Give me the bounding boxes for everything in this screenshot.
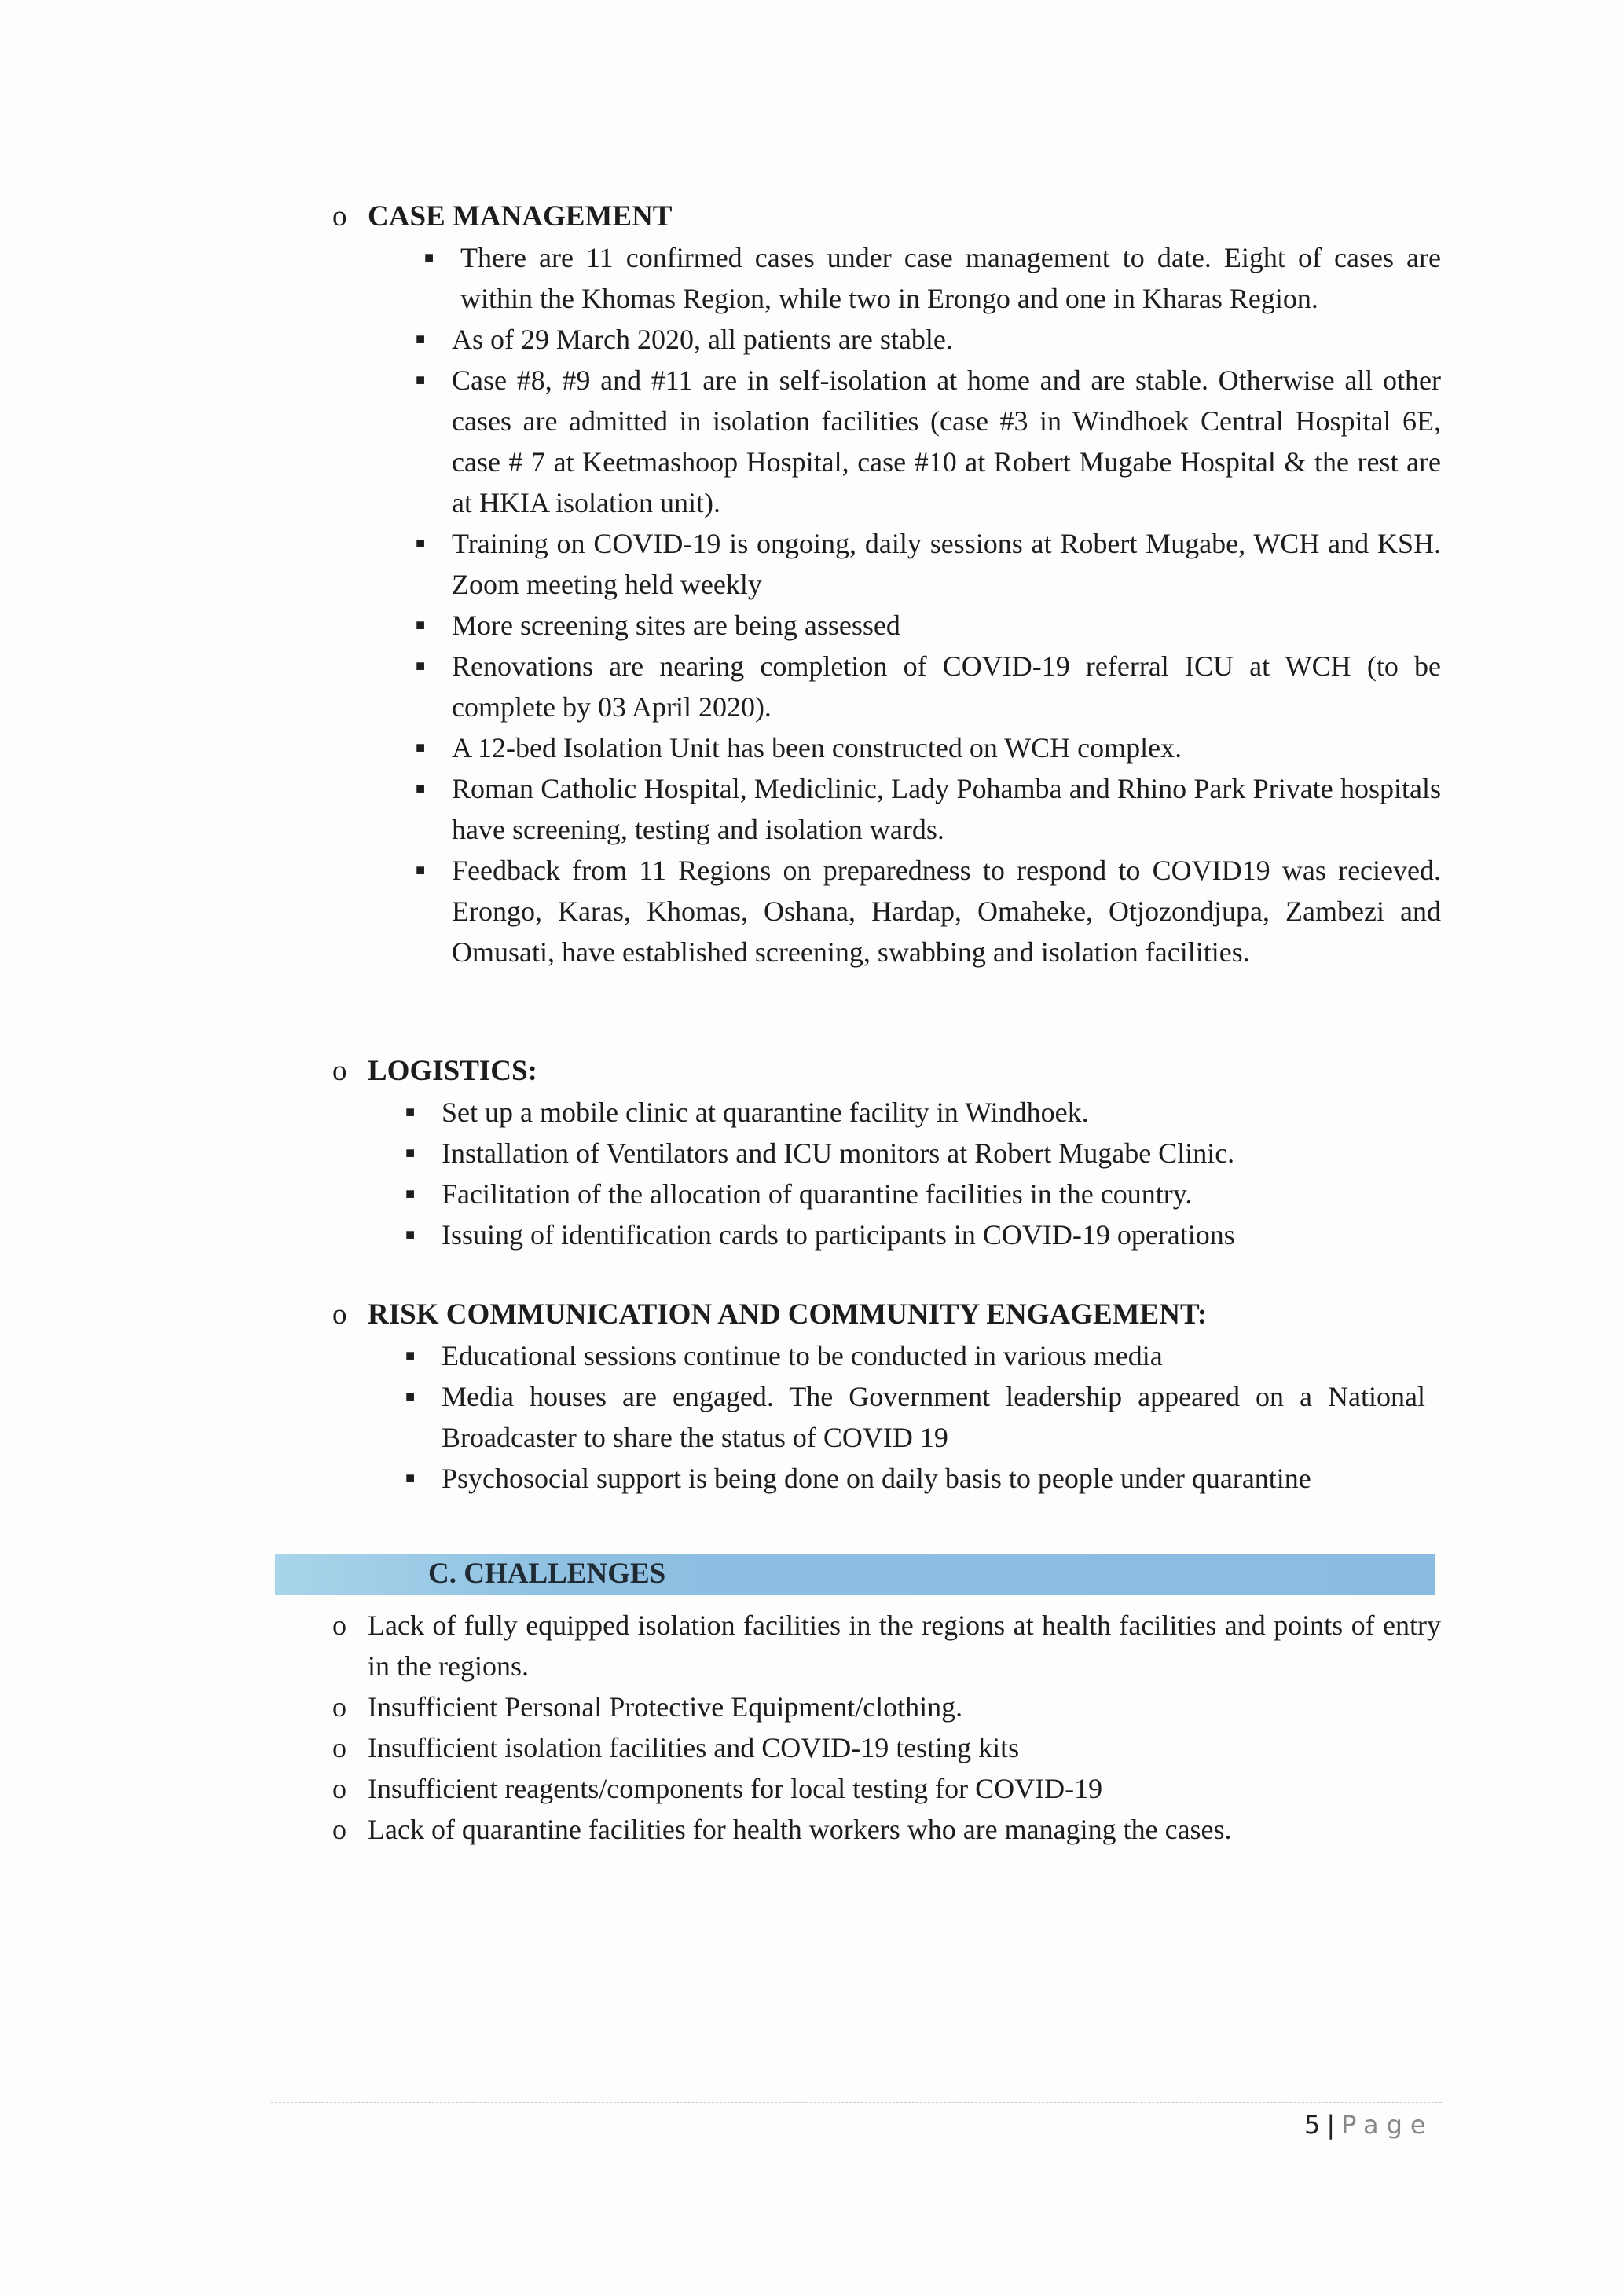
circle-bullet: o <box>332 1691 346 1723</box>
square-bullet: ■ <box>405 1144 416 1162</box>
item-text: Renovations are nearing completion of COVID-19 referral ICU at WCH (to be complete by 03 April 2020). <box>452 650 1441 723</box>
list-item <box>332 1605 1441 1686</box>
square-bullet: ■ <box>416 657 426 675</box>
challenges-heading: C. CHALLENGES <box>428 1558 666 1590</box>
page-number <box>1304 2110 1434 2140</box>
circle-bullet: o <box>332 1732 346 1763</box>
item-text: Lack of quarantine facilities for health workers who are managing the cases. <box>368 1814 1232 1845</box>
square-bullet: ■ <box>405 1470 416 1487</box>
item-text: Insufficient Personal Protective Equipment/clothing. <box>368 1691 963 1723</box>
square-bullet: ■ <box>416 372 426 389</box>
square-bullet: ■ <box>416 331 426 348</box>
circle-bullet: o <box>332 1814 346 1845</box>
list-item <box>416 605 1441 646</box>
item-text: Roman Catholic Hospital, Mediclinic, Lady Pohamba and Rhino Park Private hospitals have screening, testing and isolation wards. <box>452 773 1441 845</box>
list-item <box>405 1133 1441 1174</box>
item-text: More screening sites are being assessed <box>452 610 900 641</box>
list-item <box>416 523 1441 605</box>
item-text: There are 11 confirmed cases under case management to date. Eight of cases are within the Khomas Region, while two in Erongo and one in Kharas Region. <box>460 242 1441 314</box>
list-item <box>416 360 1441 523</box>
list-item <box>405 1376 1425 1458</box>
list-item <box>416 768 1441 850</box>
square-bullet: ■ <box>416 739 426 756</box>
square-bullet: ■ <box>405 1347 416 1364</box>
circle-bullet: o <box>332 200 347 233</box>
list-item <box>332 1768 1441 1809</box>
list-item <box>416 727 1441 768</box>
risk-communication-list <box>405 1335 1425 1499</box>
square-bullet: ■ <box>405 1388 416 1405</box>
square-bullet: ■ <box>405 1185 416 1203</box>
list-item <box>416 646 1441 727</box>
page-separator: | <box>1326 2110 1336 2140</box>
heading-text: RISK COMMUNICATION AND COMMUNITY ENGAGEMENT: <box>368 1298 1208 1331</box>
square-bullet: ■ <box>424 249 434 266</box>
square-bullet: ■ <box>405 1226 416 1243</box>
heading-text: CASE MANAGEMENT <box>368 200 673 233</box>
item-text: Training on COVID-19 is ongoing, daily sessions at Robert Mugabe, WCH and KSH. Zoom meeting held weekly <box>452 528 1441 600</box>
item-text: Facilitation of the allocation of quarantine facilities in the country. <box>442 1178 1193 1210</box>
item-text: A 12-bed Isolation Unit has been constructed on WCH complex. <box>452 732 1182 764</box>
list-item <box>405 1458 1425 1499</box>
page-number-value: 5 <box>1304 2110 1321 2140</box>
challenges-list <box>332 1605 1441 1850</box>
page-label: Page <box>1341 2110 1434 2140</box>
item-text: Media houses are engaged. The Government leadership appeared on a National Broadcaster to share the status of COVID 19 <box>442 1381 1425 1453</box>
item-text: Insufficient isolation facilities and COVID-19 testing kits <box>368 1732 1020 1763</box>
list-item <box>405 1214 1441 1255</box>
item-text: As of 29 March 2020, all patients are stable. <box>452 324 953 355</box>
item-text: Educational sessions continue to be conducted in various media <box>442 1340 1163 1371</box>
item-text: Installation of Ventilators and ICU monitors at Robert Mugabe Clinic. <box>442 1137 1235 1169</box>
item-text: Psychosocial support is being done on daily basis to people under quarantine <box>442 1463 1311 1494</box>
list-item <box>405 1335 1425 1376</box>
challenges-section-band <box>275 1554 1435 1595</box>
square-bullet: ■ <box>416 535 426 552</box>
circle-bullet: o <box>332 1298 347 1331</box>
item-text: Set up a mobile clinic at quarantine facility in Windhoek. <box>442 1097 1089 1128</box>
item-text: Case #8, #9 and #11 are in self-isolation at home and are stable. Otherwise all other cases are admitted in isolation facilities (case #3 in Windhoek Central Hospital 6E, case # 7 at Keetmashoop Hospital, case #10 at Robert Mugabe Hospital & the rest are at HKIA isolation unit). <box>452 364 1441 518</box>
circle-bullet: o <box>332 1055 347 1087</box>
heading-text: LOGISTICS: <box>368 1055 537 1087</box>
circle-bullet: o <box>332 1773 346 1804</box>
footer-divider <box>271 2102 1442 2103</box>
item-text: Issuing of identification cards to participants in COVID-19 operations <box>442 1219 1235 1251</box>
circle-bullet: o <box>332 1609 346 1641</box>
item-text: Lack of fully equipped isolation facilities in the regions at health facilities and points of entry in the regions. <box>368 1609 1441 1682</box>
list-item <box>424 237 1441 319</box>
list-item <box>332 1727 1441 1768</box>
list-item <box>416 319 1441 360</box>
square-bullet: ■ <box>405 1104 416 1121</box>
list-item <box>332 1809 1441 1850</box>
logistics-list <box>405 1092 1441 1255</box>
list-item <box>332 1686 1441 1727</box>
case-management-list <box>416 237 1441 972</box>
square-bullet: ■ <box>416 862 426 879</box>
item-text: Feedback from 11 Regions on preparedness to respond to COVID19 was recieved. Erongo, Karas, Khomas, Oshana, Hardap, Omaheke, Otjozondjupa, Zambezi and Omusati, have established screening, swabbing and isolation facilities. <box>452 855 1441 968</box>
square-bullet: ■ <box>416 780 426 797</box>
list-item <box>405 1092 1441 1133</box>
list-item <box>405 1174 1441 1214</box>
list-item <box>416 850 1441 972</box>
item-text: Insufficient reagents/components for local testing for COVID-19 <box>368 1773 1103 1804</box>
square-bullet: ■ <box>416 617 426 634</box>
